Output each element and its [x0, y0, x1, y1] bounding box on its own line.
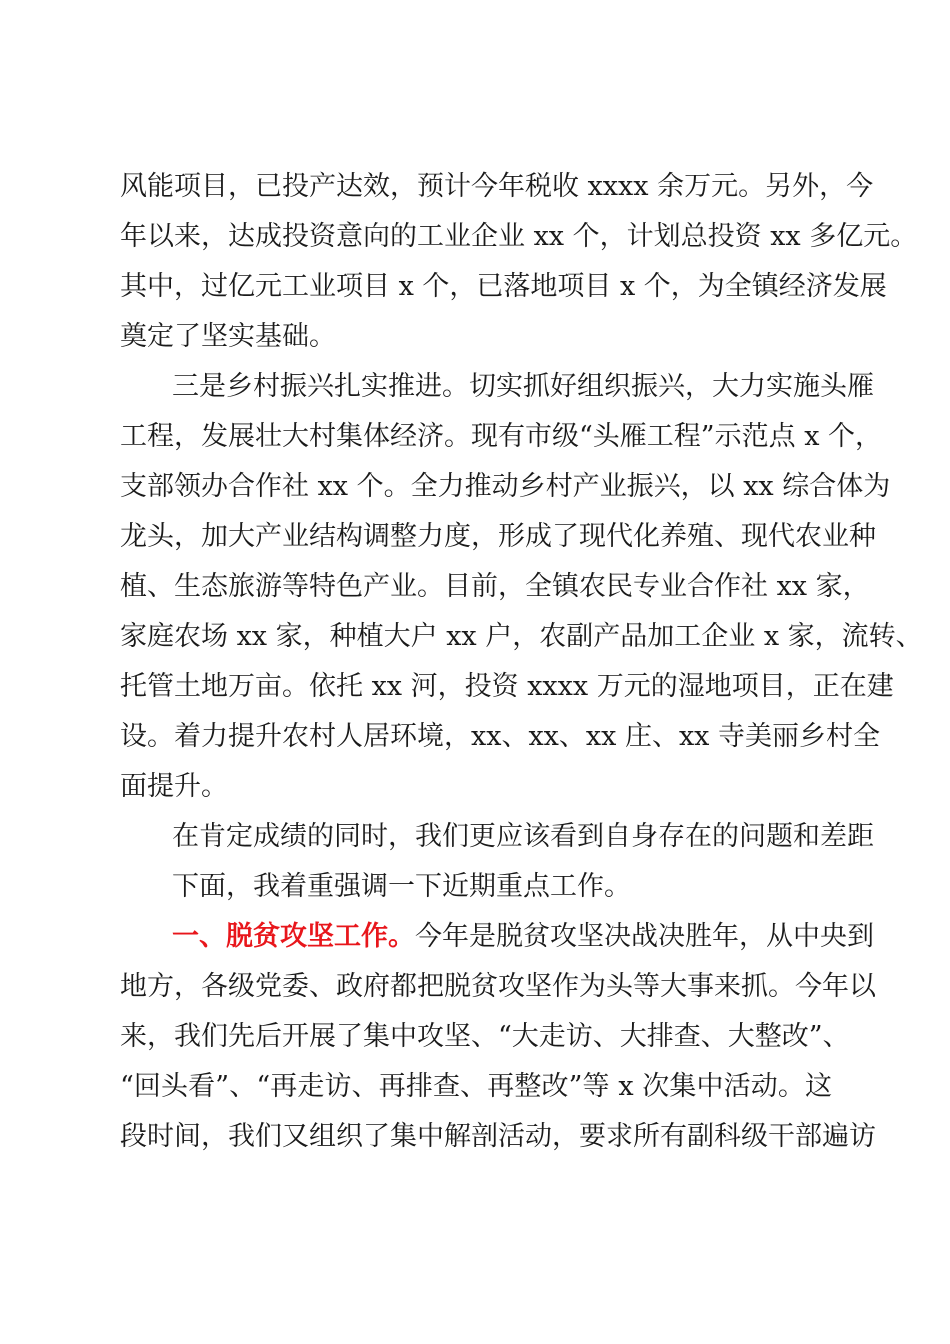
paragraph-2-line-9: 面提升。	[120, 771, 228, 802]
paragraph-4-line-3: 来，我们先后开展了集中攻坚、“大走访、大排查、大整改”、	[120, 1021, 850, 1052]
paragraph-1-line-1: 风能项目，已投产达效，预计今年税收 xxxx 余万元。另外，今	[120, 171, 874, 202]
paragraph-3-line-1: 在肯定成绩的同时，我们更应该看到自身存在的问题和差距	[172, 821, 874, 852]
paragraph-2-line-4: 龙头，加大产业结构调整力度，形成了现代化养殖、现代农业种	[120, 521, 876, 552]
paragraph-4-line-2: 地方，各级党委、政府都把脱贫攻坚作为头等大事来抓。今年以	[120, 971, 876, 1002]
paragraph-4-line-1	[172, 917, 874, 957]
paragraph-3-line-2: 下面，我着重强调一下近期重点工作。	[172, 871, 631, 902]
section-heading: 一、脱贫攻坚工作。	[172, 921, 415, 952]
paragraph-2-line-3: 支部领办合作社 xx 个。全力推动乡村产业振兴，以 xx 综合体为	[120, 471, 891, 502]
paragraph-4-line-5: 段时间，我们又组织了集中解剖活动，要求所有副科级干部遍访	[120, 1121, 876, 1152]
paragraph-1-line-4: 奠定了坚实基础。	[120, 321, 336, 352]
paragraph-2-line-8: 设。着力提升农村人居环境，xx、xx、xx 庄、xx 寺美丽乡村全	[120, 721, 880, 752]
paragraph-2-line-1: 三是乡村振兴扎实推进。切实抓好组织振兴，大力实施头雁	[172, 371, 874, 402]
paragraph-2-line-7: 托管土地万亩。依托 xx 河，投资 xxxx 万元的湿地项目，正在建	[120, 671, 894, 702]
paragraph-2-line-2: 工程，发展壮大村集体经济。现有市级“头雁工程”示范点 x 个，	[120, 421, 882, 452]
paragraph-4-line-4: “回头看”、“再走访、再排查、再整改”等 x 次集中活动。这	[120, 1071, 832, 1102]
paragraph-4-line-1-text: 今年是脱贫攻坚决战决胜年，从中央到	[415, 921, 874, 952]
paragraph-1-line-3: 其中，过亿元工业项目 x 个，已落地项目 x 个，为全镇经济发展	[120, 271, 887, 302]
paragraph-2-line-6: 家庭农场 xx 家，种植大户 xx 户，农副产品加工企业 x 家，流转、	[120, 621, 923, 652]
paragraph-1-line-2: 年以来，达成投资意向的工业企业 xx 个，计划总投资 xx 多亿元。	[120, 221, 918, 252]
paragraph-2-line-5: 植、生态旅游等特色产业。目前，全镇农民专业合作社 xx 家，	[120, 571, 870, 602]
